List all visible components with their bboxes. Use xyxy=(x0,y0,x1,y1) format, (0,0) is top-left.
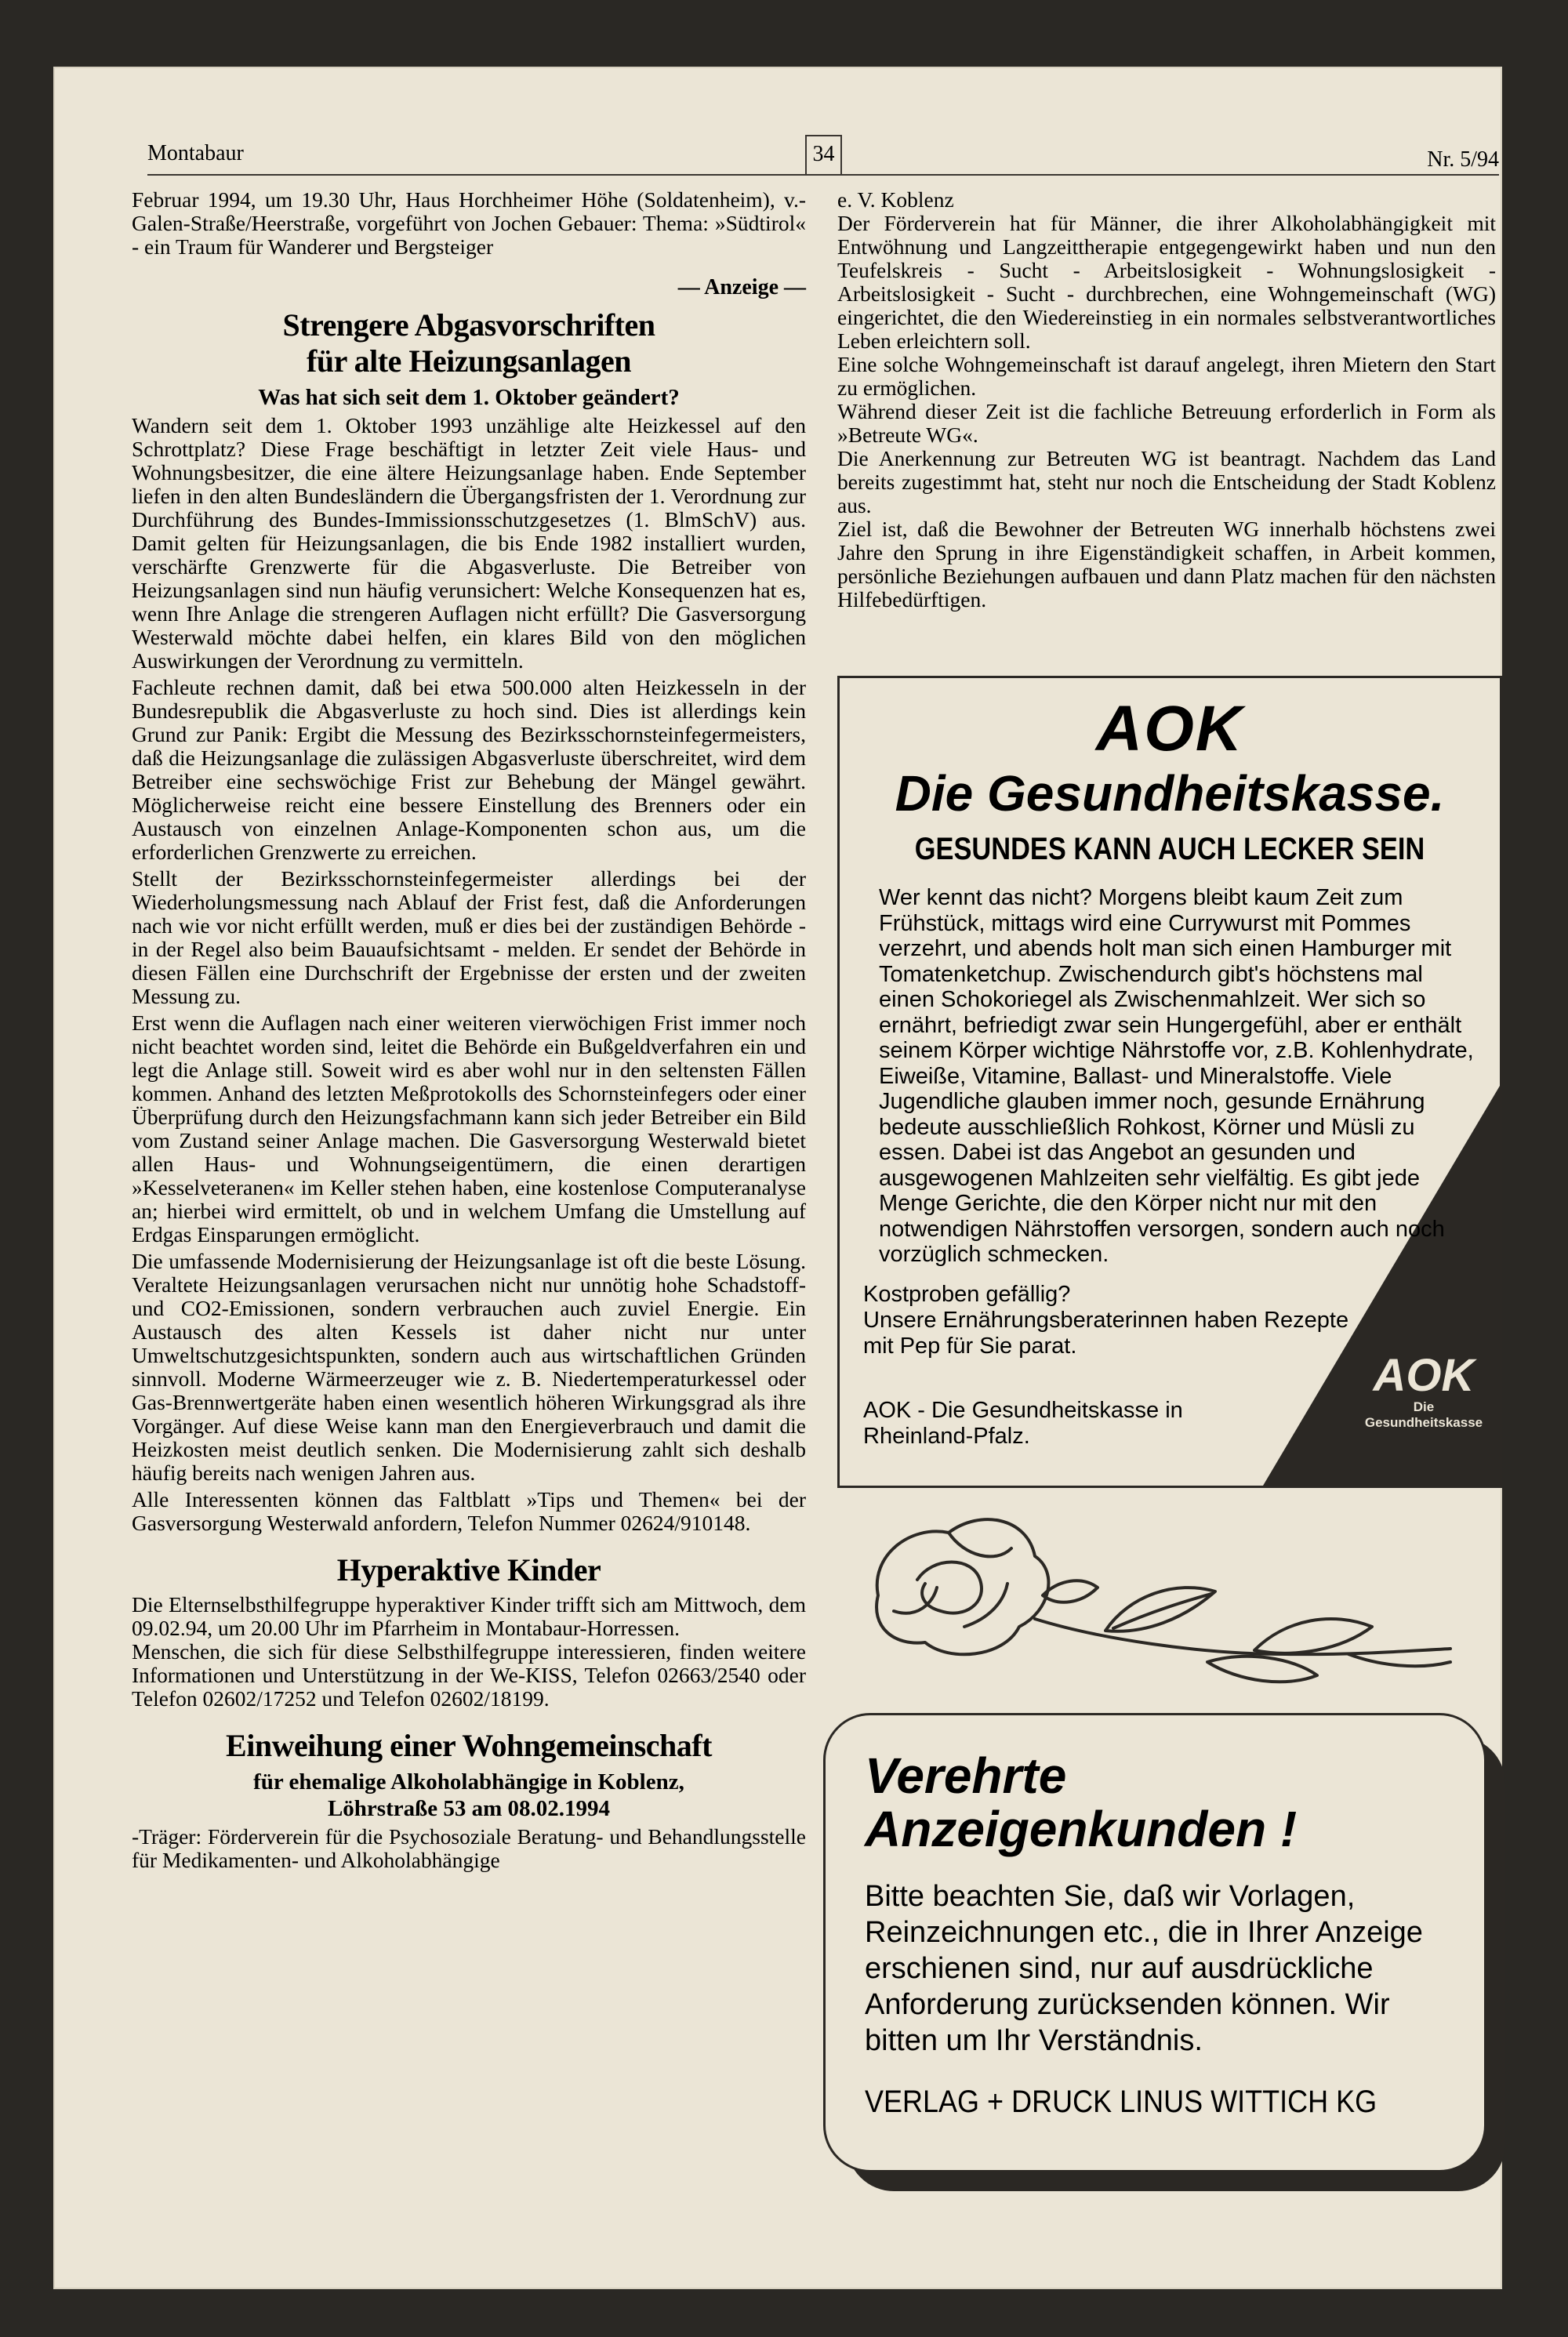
article-heizung-p5: Die umfassende Modernisierung der Heizungsanlage ist oft die beste Lösung. Veraltete Heizungsanlagen verursachen nicht nur unnötig hohe Schadstoff- und CO2-Emissionen, sondern verbrauchen auch zuviel Energie. Ein Austausch des alten Kessels ist daher nicht nur unter Umweltschutzgesichtspunkten, sondern auch aus wirtschaftlichen Gründen sinnvoll. Moderne Wärmeerzeuger wie z. B. Niedertemperaturkessel oder Gas-Brennwertgeräte haben einen wesentlich höheren Wirkungsgrad als ihre Vorgänger. Auf diese Weise kann man den Energieverbrauch und damit die Heizkosten meist deutlich senken. Die Modernisierung zahlt sich deshalb häufig bereits nach wenigen Jahren aus. xyxy=(132,1249,806,1485)
article-wg-cont-p1: e. V. Koblenz xyxy=(837,187,954,212)
aok-logo-icon: AOK Die Gesundheitskasse xyxy=(1364,1350,1483,1430)
left-column xyxy=(132,188,806,1872)
verlag-title-line2: Anzeigenkunden ! xyxy=(865,1801,1298,1857)
verlag-body: Bitte beachten Sie, daß wir Vorlagen, Reinzeichnungen etc., die in Ihrer Anzeige erschienen sind, nur auf ausdrückliche Anforderung zurücksenden können. Wir bitten um Ihr Verständnis. xyxy=(865,1880,1423,2057)
article-hyperaktiv-title: Hyperaktive Kinder xyxy=(336,1552,601,1588)
header-location: Montabaur xyxy=(147,141,244,165)
article-wg-title: Einweihung einer Wohngemeinschaft xyxy=(226,1728,712,1763)
article-heizung-title: Strengere Abgasvorschriften für alte Heizungsanlagen xyxy=(282,307,655,379)
aok-brand: AOK xyxy=(1095,693,1244,764)
right-column xyxy=(837,188,1496,611)
page-number: 34 xyxy=(805,135,842,176)
aok-address: AOK - Die Gesundheitskasse in Rheinland-Pfalz. xyxy=(863,1398,1183,1449)
article-wg-cont-p6: Ziel ist, daß die Bewohner der Betreuten WG innerhalb höchstens zwei Jahre den Sprung in ihre Eigenständigkeit schaffen, in Arbeit kommen, persönliche Beziehungen aufbauen und dann Platz machen für den nächsten Hilfebedürftigen. xyxy=(837,517,1496,611)
aok-slogan: Die Gesundheitskasse. xyxy=(895,765,1445,822)
aok-kostproben: Kostproben gefällig? Unsere Ernährungsberaterinnen haben Rezepte mit Pep für Sie parat. xyxy=(863,1282,1349,1359)
article-wg-cont-p4: Während dieser Zeit ist die fachliche Betreuung erforderlich in Form als »Betreute WG«. xyxy=(837,399,1496,447)
article-heizung-p6: Alle Interessenten können das Faltblatt »Tips und Themen« bei der Gasversorgung Westerwald anfordern, Telefon Nummer 02624/910148. xyxy=(132,1487,806,1535)
anzeige-label: — Anzeige — xyxy=(677,275,806,299)
article-wg-p1: -Träger: Förderverein für die Psychosoziale Beratung- und Behandlungsstelle für Medikamenten- und Alkoholabhängige xyxy=(132,1824,806,1872)
aok-advertisement xyxy=(837,676,1502,1488)
article-heizung-subtitle: Was hat sich seit dem 1. Oktober geändert? xyxy=(258,385,680,410)
verlag-advertisement xyxy=(823,1713,1486,2172)
aok-body: Wer kennt das nicht? Morgens bleibt kaum Zeit zum Frühstück, mittags wird eine Currywurst mit Pommes verzehrt, und abends holt man sich einen Hamburger mit Tomatenketchup. Zwischendurch gibt's höchstens mal einen Schokoriegel als Zwischenmahlzeit. Wer sich so ernährt, befriedigt zwar sein Hungergefühl, aber er enthält seinem Körper wichtige Nährstoffe vor, z.B. Kohlenhydrate, Eiweiße, Vitamine, Ballast- und Mineralstoffe. Viele Jugendliche glauben immer noch, gesunde Ernährung bedeute ausschließlich Rohkost, Körner und Müsli zu essen. Dabei ist das Angebot an gesunden und ausgewogenen Mahlzeiten sehr vielfältig. Es gibt jede Menge Gerichte, die den Körper nicht nur mit den notwendigen Nährstoffen versorgen, sondern auch noch vorzüglich schmecken. xyxy=(879,885,1474,1267)
article-wg-subtitle: für ehemalige Alkoholabhängige in Koblenz, Löhrstraße 53 am 08.02.1994 xyxy=(253,1769,684,1821)
rose-icon xyxy=(847,1501,1458,1697)
article-heizung-p2: Fachleute rechnen damit, daß bei etwa 500.000 alten Heizkesseln in der Bundesrepublik die Abgasverluste zu hoch sind. Dies ist allerdings kein Grund zur Panik: Ergibt die Messung des Bezirksschornsteinfegermeisters, daß die Heizungsanlage die zulässigen Abgasverluste überschreitet, wird dem Betreiber eine sechswöchige Frist zur Behebung der Mängel gewährt. Möglicherweise reicht eine bessere Einstellung des Brenners oder ein Austausch von einzelnen Anlage-Komponenten schon aus, um die erforderlichen Grenzwerte zu erreichen. xyxy=(132,675,806,864)
article-heizung-p4: Erst wenn die Auflagen nach einer weiteren vierwöchigen Frist immer noch nicht beachtet worden sind, leitet die Behörde ein Bußgeldverfahren ein und legt die Anlage still. Soweit wird es aber wohl nur in den seltensten Fällen kommen. Anhand des letzten Meßprotokolls des Schornsteinfegers oder einer Überprüfung durch den Heizungsfachmann kann sich jeder Betreiber ein Bild vom Zustand seiner Anlage machen. Die Gasversorgung Westerwald bietet allen Haus- und Wohnungseigentümern, die einen derartigen »Kesselveteranen« im Keller stehen haben, eine kostenlose Computeranalyse an; hierbei wird ermittelt, ob und in welchem Umfang die Umstellung auf Erdgas Einsparungen ermöglicht. xyxy=(132,1011,806,1247)
verlag-footer: VERLAG + DRUCK LINUS WITTICH KG xyxy=(865,2085,1377,2119)
aok-headline: GESUNDES KANN AUCH LECKER SEIN xyxy=(914,832,1425,866)
event-intro: Februar 1994, um 19.30 Uhr, Haus Horchheimer Höhe (Soldatenheim), v.-Galen-Straße/Heerstraße, vorgeführt von Jochen Gebauer: Thema: »Südtirol« - ein Traum für Wanderer und Bergsteiger xyxy=(132,187,806,259)
article-wg-cont-p5: Die Anerkennung zur Betreuten WG ist beantragt. Nachdem das Land bereits zugestimmt hat, steht nur noch die Entscheidung der Stadt Koblenz aus. xyxy=(837,446,1496,517)
article-wg-cont-p2: Der Förderverein hat für Männer, die ihrer Alkoholabhängigkeit mit Entwöhnung und Langzeittherapie entgegengewirkt haben und nun den Teufelskreis - Sucht - Arbeitslosigkeit - Wohnungslosigkeit - Arbeitslosigkeit - Sucht - durchbrechen, eine Wohngemeinschaft (WG) eingerichtet, die den Wiedereinstieg in ein normales selbstverantwortliches Leben erleichtern soll. xyxy=(837,211,1496,353)
article-wg-cont-p3: Eine solche Wohngemeinschaft ist darauf angelegt, ihren Mietern den Start zu ermöglichen. xyxy=(837,352,1496,400)
article-heizung-p1: Wandern seit dem 1. Oktober 1993 unzählige alte Heizkessel auf den Schrottplatz? Diese Frage beschäftigt in letzter Zeit viele Haus- und Wohnungsbesitzer, die eine ältere Heizungsanlage haben. Ende September liefen in den alten Bundesländern die Übergangsfristen der 1. Verordnung zur Durchführung des Bundes-Immissionsschutzgesetzes (1. BlmSchV) aus. Damit gelten für Heizungsanlagen, die bis Ende 1982 installiert wurden, verschärfte Grenzwerte für die Abgasverluste. Die Betreiber von Heizungsanlagen sind nun häufig verunsichert: Welche Konsequenzen hat es, wenn Ihre Anlage die strengeren Auflagen nicht erfüllt? Die Gasversorgung Westerwald möchte dabei helfen, ein klares Bild von den möglichen Auswirkungen der Verordnung zu vermitteln. xyxy=(132,413,806,673)
article-hyperaktiv-p2: Menschen, die sich für diese Selbsthilfegruppe interessieren, finden weitere Informationen und Unterstützung in der We-KISS, Telefon 02663/2540 oder Telefon 02602/17252 und Telefon 02602/18199. xyxy=(132,1639,806,1711)
article-hyperaktiv-p1: Die Elternselbsthilfegruppe hyperaktiver Kinder trifft sich am Mittwoch, dem 09.02.94, um 20.00 Uhr im Pfarrheim in Montabaur-Horressen. xyxy=(132,1592,806,1640)
article-heizung-p3: Stellt der Bezirksschornsteinfegermeister allerdings bei der Wiederholungsmessung nach Ablauf der Frist fest, daß die Anforderungen nach wie vor nicht erfüllt werden, muß er dies bei der zuständigen Behörde - in der Regel also beim Bauaufsichtsamt - melden. Er sendet der Behörde in diesen Fällen eine Durchschrift der Ergebnisse der ersten und der zweiten Messung zu. xyxy=(132,866,806,1008)
verlag-title-line1: Verehrte xyxy=(865,1747,1067,1804)
issue-number: Nr. 5/94 xyxy=(1427,147,1499,172)
